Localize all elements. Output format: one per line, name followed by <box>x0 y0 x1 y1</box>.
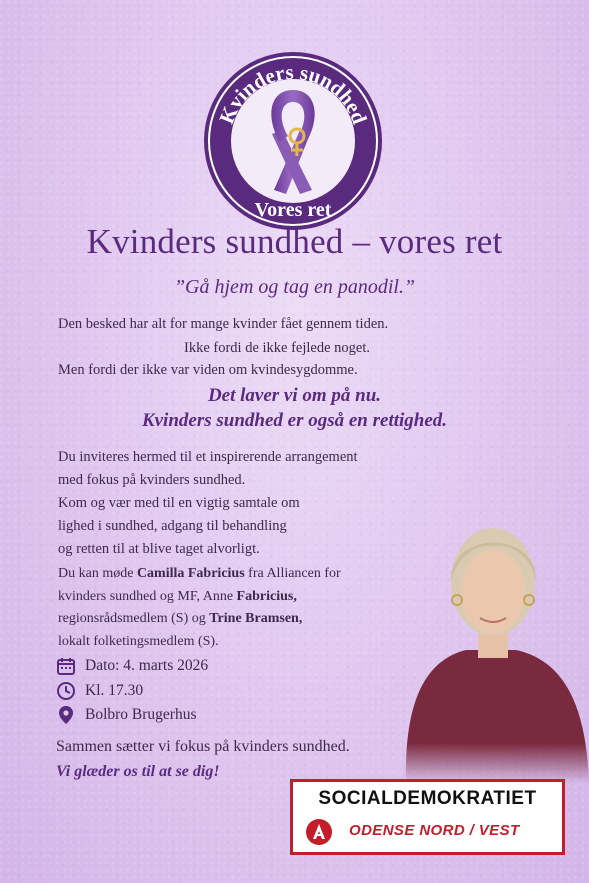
speaker-portrait <box>396 500 589 783</box>
quote: ”Gå hjem og tag en panodil.” <box>173 276 416 298</box>
invite-line: Du inviteres hermed til et inspirerende arrangement <box>58 449 358 465</box>
date-row <box>56 656 208 676</box>
intro-line-3: Men fordi der ikke var viden om kvindesygdomme. <box>58 362 358 378</box>
party-badge <box>290 779 565 855</box>
invite-line: med fokus på kvinders sundhed. <box>58 472 246 488</box>
highlight-line-1: Det laver vi om på nu. <box>207 385 382 406</box>
speakers-text: lokalt folketingsmedlem (S). <box>58 633 219 649</box>
time-row <box>56 681 143 701</box>
invite-paragraph <box>58 446 358 561</box>
closing-italic-line: Vi glæder os til at se dig! <box>56 763 220 780</box>
logo-bottom-text: Vores ret <box>254 199 332 221</box>
place-row <box>56 705 197 725</box>
party-branch: ODENSE NORD / VEST <box>349 822 520 839</box>
highlight-line-2: Kvinders sundhed er også en rettighed. <box>141 410 448 431</box>
invite-line: lighed i sundhed, adgang til behandling <box>58 518 287 534</box>
intro-line-1: Den besked har alt for mange kvinder fået gennem tiden. <box>58 316 389 332</box>
speaker-name: Trine Bramsen, <box>209 611 303 626</box>
speakers-text: regionsrådsmedlem (S) og <box>58 611 210 626</box>
speakers-text: kvinders sundhed og MF, Anne <box>58 588 237 604</box>
invite-line: og retten til at blive taget alvorligt. <box>58 541 260 557</box>
speaker-name: Camilla Fabricius <box>136 566 245 581</box>
event-date: Dato: 4. marts 2026 <box>85 657 209 674</box>
logo-top-text: Kvinders sundhed <box>214 59 372 128</box>
speakers-paragraph <box>58 563 341 653</box>
speakers-text: Du kan møde <box>58 566 137 581</box>
event-time: Kl. 17.30 <box>85 682 144 699</box>
page-title: Kvinders sundhed – vores ret <box>86 222 503 261</box>
speaker-name: Fabricius, <box>236 588 297 604</box>
invite-line: Kom og vær med til en vigtig samtale om <box>58 495 300 511</box>
kvinders-sundhed-logo <box>202 50 384 232</box>
calendar-icon <box>56 656 76 676</box>
clock-icon <box>56 681 76 701</box>
event-place: Bolbro Brugerhus <box>85 706 197 723</box>
party-name: SOCIALDEMOKRATIET <box>318 788 537 809</box>
closing-line: Sammen sætter vi fokus på kvinders sundhed. <box>56 738 350 755</box>
intro-line-2: Ikke fordi de ikke fejlede noget. <box>184 340 371 356</box>
location-pin-icon <box>56 705 76 725</box>
rose-icon <box>305 818 333 846</box>
speakers-text: fra Alliancen for <box>244 566 341 581</box>
